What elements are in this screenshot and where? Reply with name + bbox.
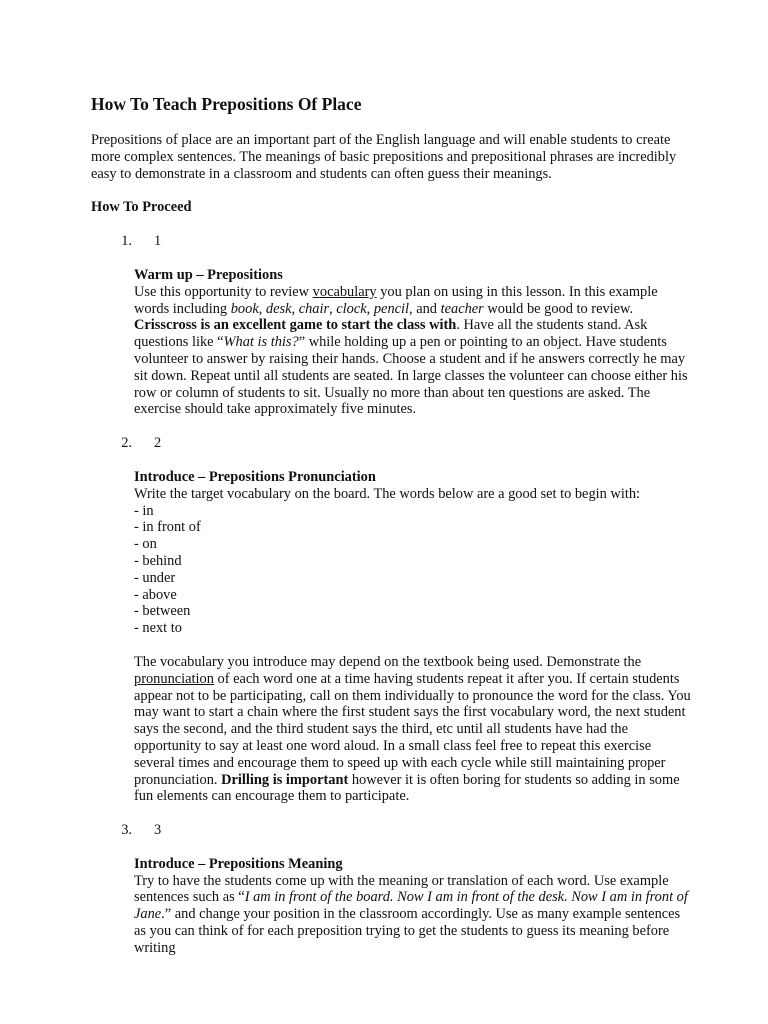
pronunciation-link[interactable]: pronunciation [134,670,214,687]
example-word: clock [336,300,367,317]
text-run: . Have all the students stand. Ask questions like “ [134,317,648,351]
step-2-body [134,469,691,805]
step-3-body [134,856,691,957]
list-item: - in front of [134,519,201,536]
step-2-number-line [91,435,691,452]
example-sentence: I am in front of the board. Now I am in front of the desk. Now I am in front of Jane [134,889,688,923]
preposition-list [134,503,691,637]
step-number: 3 [154,822,162,839]
intro-paragraph: Prepositions of place are an important part of the English language and will enable students to create more complex sentences. The meanings of basic prepositions and prepositional phrases are incredibly easy to demonstrate in a classroom and students can often guess their meanings. [91,132,677,182]
text-run: would be good to review. [483,300,634,317]
text-run: Use this opportunity to review [134,283,313,300]
step-number: 2 [154,435,162,452]
step-2 [91,435,691,805]
example-question: What is this? [223,334,299,351]
list-marker: 2. [121,435,132,452]
document-page [91,94,691,957]
list-item: - under [134,569,176,586]
step-1-paragraph [134,284,691,418]
bold-emphasis: Crisscross is an excellent game to start the class with [134,317,457,334]
example-word: chair [298,300,330,317]
step-title: Introduce – Prepositions Pronunciation [134,468,376,485]
step-number: 1 [154,233,162,250]
list-item: - on [134,536,157,553]
list-item: - next to [134,620,182,637]
example-word: pencil [373,300,410,317]
text-run: you plan on using in this lesson. In this example words including [134,283,658,317]
document-title: How To Teach Prepositions Of Place [91,94,362,114]
step-title: Introduce – Prepositions Meaning [134,855,343,872]
step-1-body [134,267,691,418]
text-run: , [329,300,337,317]
text-run: , [291,300,299,317]
text-run: , [366,300,374,317]
text-run: ” while holding up a pen or pointing to an object. Have students volunteer to answer by raising their hands. Choose a student and if he answers correctly he may sit down. Repeat until all students are seated. In large classes the volunteer can choose either his row or column of students to sit. Usually no more than about ten questions are asked. The exercise should take approximately five minutes. [134,334,688,418]
text-run: of each word one at a time having students repeat it after you. If certain students appear not to be participating, call on them individually to pronounce the word for the class. You may want to start a chain where the first student says the first vocabulary word, the next student says the second, and the third student says the third, etc until all students have had the opportunity to say at least one word aloud. In a small class feel free to repeat this exercise several times and encourage them to speed up with each cycle while still maintaining proper pronunciation. [134,670,691,788]
list-item: - between [134,603,191,620]
text-run: , [258,300,266,317]
vocabulary-link[interactable]: vocabulary [312,283,377,300]
text-run: , and [409,300,441,317]
step-2-paragraph-1: Write the target vocabulary on the board. The words below are a good set to begin with: [134,485,641,502]
example-word: book [230,300,259,317]
step-1 [91,233,691,418]
step-3 [91,822,691,957]
list-marker: 3. [121,822,132,839]
example-word: desk [265,300,292,317]
section-heading: How To Proceed [91,199,192,216]
text-run: The vocabulary you introduce may depend on the textbook being used. Demonstrate the [134,653,642,670]
text-run: however it is often boring for students so adding in some fun elements can encourage them to participate. [134,771,680,805]
example-word: teacher [440,300,484,317]
list-item: - in [134,502,154,519]
bold-emphasis: Drilling is important [221,771,349,788]
list-item: - behind [134,552,182,569]
text-run: .” and change your position in the classroom accordingly. Use as many example sentences as you can think of for each preposition trying to get the students to guess its meaning before writing [134,906,681,956]
step-1-number-line [91,233,691,250]
list-marker: 1. [121,233,132,250]
list-item: - above [134,586,177,603]
step-3-number-line [91,822,691,839]
step-2-paragraph-2 [134,654,691,805]
text-run: Try to have the students come up with the meaning or translation of each word. Use example sentences such as “ [134,872,669,906]
step-title: Warm up – Prepositions [134,266,283,283]
step-3-paragraph [134,873,691,957]
